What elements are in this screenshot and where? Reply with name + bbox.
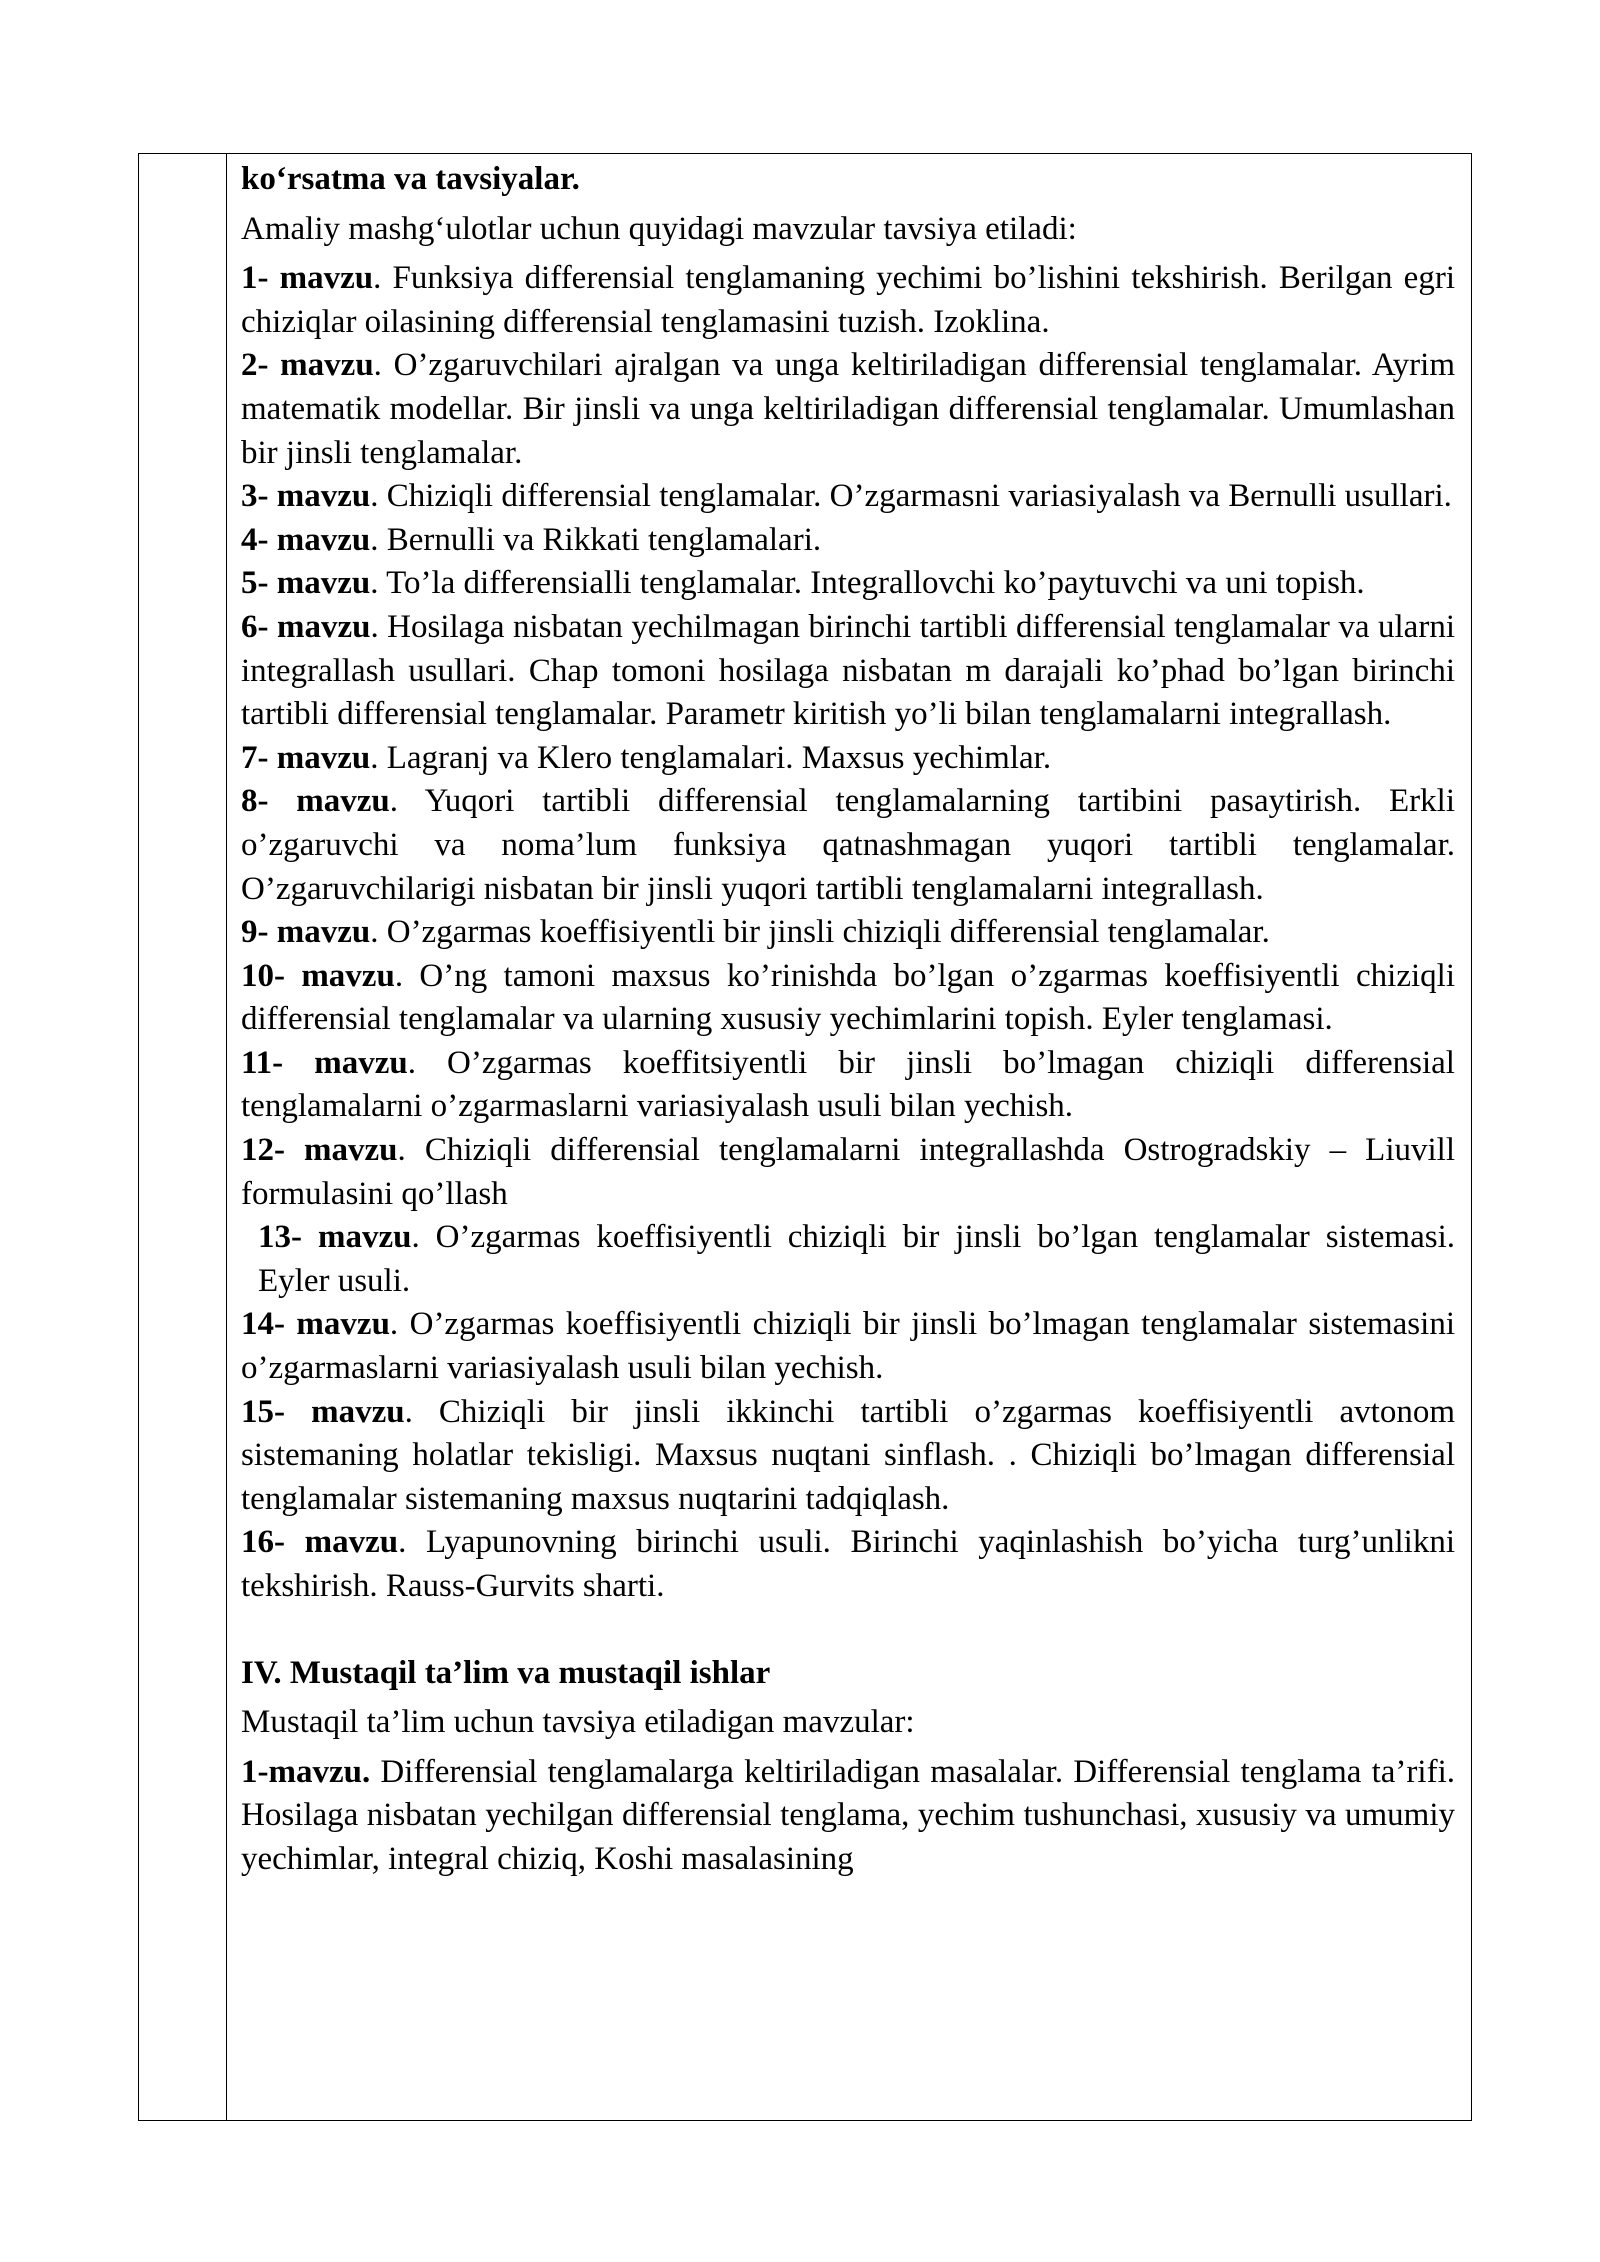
topic-label: 9- mavzu [241, 914, 371, 951]
topic-text: . To’la differensialli tenglamalar. Integrallovchi ko’paytuvchi va uni topish. [370, 565, 1365, 602]
topic-text: . Lagranj va Klero tenglamalari. Maxsus yechimlar. [370, 739, 1052, 776]
topic-label: 5- mavzu [241, 565, 371, 602]
topic-text: . O’ng tamoni maxsus ko’rinishda bo’lgan o’zgarmas koeffisiyentli chiziqli differensial tenglamalar va ularning xususiy yechimlarini topish. Eyler tenglamasi. [241, 957, 1456, 1038]
topic-item [241, 911, 1455, 955]
topic-label: 8- mavzu [241, 783, 390, 820]
topic-item [241, 1216, 1455, 1303]
topic-text: . Funksiya differensial tenglamaning yechimi bo’lishini tekshirish. Berilgan egri chiziqlar oilasining differensial tenglamasini tuzish. Izoklina. [241, 260, 1455, 340]
topic-item [241, 737, 1455, 781]
topic-text: . Chiziqli differensial tenglamalar. O’zgarmasni variasiyalash va Bernulli usullari. [370, 478, 1452, 515]
topic-item [241, 1521, 1455, 1608]
table-left-column [139, 154, 227, 2120]
section-heading-tail: ko‘rsatma va tavsiyalar. [241, 161, 580, 197]
topic-label: 6- mavzu [241, 608, 371, 645]
topic-text: Differensial tenglamalarga keltiriladigan masalalar. Differensial tenglama ta’rifi. Hosilaga nisbatan yechilgan differensial tenglama, yechim tushunchasi, xususiy va umumiy yechimlar, integral chiziq, Koshi masalasining [241, 1753, 1455, 1877]
topic-text: . Bernulli va Rikkati tenglamalari. [370, 521, 822, 558]
topic-label: 10- mavzu [241, 957, 395, 994]
independent-topic-1 [241, 1751, 1455, 1882]
table-content-cell [241, 154, 1455, 1882]
topic-label: 1-mavzu. [241, 1753, 371, 1790]
topic-item [241, 475, 1455, 519]
section-4-title: IV. Mustaqil ta’lim va mustaqil ishlar [241, 1654, 771, 1691]
table-frame [138, 153, 1472, 2121]
topic-item [241, 562, 1455, 606]
topic-text: . O’zgaruvchilari ajralgan va unga keltiriladigan differensial tenglamalar. Ayrim matematik modellar. Bir jinsli va unga keltiriladigan differensial tenglamalar. Umumlashan bir jinsli tenglamalar. [241, 347, 1455, 471]
topic-text: . Chiziqli bir jinsli ikkinchi tartibli o’zgarmas koeffisiyentli avtonom sistemaning holatlar tekisligi. Maxsus nuqtani sinflash. . Chiziqli bo’lmagan differensial tenglamalar sistemaning maxsus nuqtarini tadqiqlash. [241, 1393, 1455, 1517]
topic-text: . Lyapunovning birinchi usuli. Birinchi yaqinlashish bo’yicha turg’unlikni tekshirish. Rauss-Gurvits sharti. [241, 1524, 1455, 1604]
topic-label: 16- mavzu [241, 1524, 399, 1561]
topic-label: 12- mavzu [241, 1132, 398, 1169]
topic-label: 2- mavzu [241, 347, 374, 384]
practical-intro: Amaliy mashg‘ulotlar uchun quyidagi mavzular tavsiya etiladi: [241, 210, 1077, 247]
topic-item [241, 780, 1455, 911]
topic-label: 13- mavzu [258, 1219, 412, 1256]
topic-item [241, 519, 1455, 563]
topic-label: 7- mavzu [241, 739, 371, 776]
topic-label: 3- mavzu [241, 478, 371, 515]
topic-label: 11- mavzu [241, 1044, 408, 1081]
topic-label: 15- mavzu [241, 1393, 405, 1430]
topic-item [241, 1042, 1455, 1129]
topic-text: . Yuqori tartibli differensial tenglamalarning tartibini pasaytirish. Erkli o’zgaruvchi va noma’lum funksiya qatnashmagan yuqori tartibli tenglamalar. O’zgaruvchilarigi nisbatan bir jinsli yuqori tartibli tenglamalarni integrallash. [241, 783, 1455, 907]
topic-item [241, 1391, 1455, 1522]
topic-item [241, 606, 1455, 737]
topic-label: 1- mavzu [241, 260, 374, 297]
topic-label: 14- mavzu [241, 1306, 390, 1343]
topic-label: 4- mavzu [241, 521, 371, 558]
topic-list [241, 257, 1455, 1608]
topic-item [241, 257, 1455, 344]
topic-text: . O’zgarmas koeffisiyentli chiziqli bir jinsli bo’lmagan tenglamalar sistemasini o’zgarmaslarni variasiyalash usuli bilan yechish. [241, 1306, 1455, 1387]
topic-item [241, 1129, 1455, 1216]
topic-text: . Chiziqli differensial tenglamalarni integrallashda Ostrogradskiy – Liuvill formulasini qo’llash [241, 1132, 1455, 1212]
topic-item [241, 344, 1455, 475]
topic-text: . Hosilaga nisbatan yechilmagan birinchi tartibli differensial tenglamalar va ularni integrallash usullari. Chap tomoni hosilaga nisbatan m darajali ko’phad bo’lgan birinchi tartibli differensial tenglamalar. Parametr kiritish yo’li bilan tenglamalarni integrallash. [241, 608, 1455, 733]
topic-text: . O’zgarmas koeffisiyentli chiziqli bir jinsli bo’lgan tenglamalar sistemasi. Eyler usuli. [258, 1219, 1455, 1299]
topic-item [241, 955, 1455, 1042]
topic-text: . O’zgarmas koeffisiyentli bir jinsli chiziqli differensial tenglamalar. [370, 914, 1270, 951]
topic-item [241, 1303, 1455, 1390]
topic-text: . O’zgarmas koeffitsiyentli bir jinsli bo’lmagan chiziqli differensial tenglamalarni o’zgarmaslarni variasiyalash usuli bilan yechish. [241, 1044, 1455, 1125]
independent-intro: Mustaqil ta’lim uchun tavsiya etiladigan mavzular: [241, 1704, 915, 1741]
